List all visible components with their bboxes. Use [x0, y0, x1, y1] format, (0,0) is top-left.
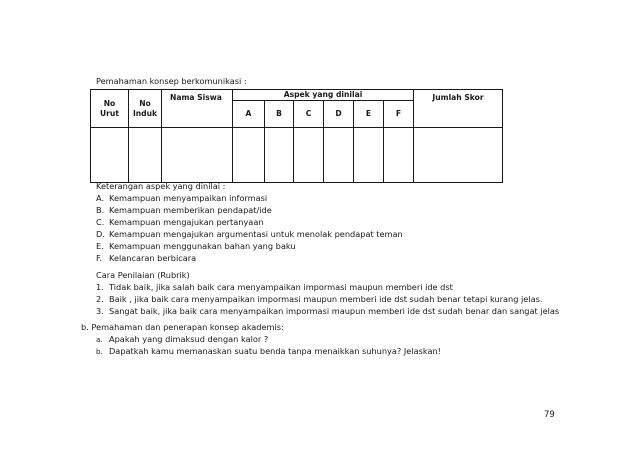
list-item: a. Apakah yang dimaksud dengan kalor ? [96, 334, 269, 344]
header-aspek-e: E [354, 101, 384, 128]
cell-b [265, 128, 294, 183]
list-item: 1. Tidak baik, jika salah baik cara menyampaikan impormasi maupun memberi ide dst [96, 282, 453, 292]
score-table [90, 89, 503, 183]
header-jumlah-skor: Jumlah Skor [414, 90, 503, 128]
rubrik-title: Cara Penilaian (Rubrik) [96, 270, 190, 280]
list-item: b. Dapatkah kamu memanaskan suatu benda tanpa menaikkan suhunya? Jelaskan! [96, 346, 441, 356]
cell-f [384, 128, 414, 183]
header-aspek-b: B [265, 101, 294, 128]
cell-a [233, 128, 265, 183]
header-aspek-a: A [233, 101, 265, 128]
cell-c [294, 128, 324, 183]
list-item: D. Kemampuan mengajukan argumentasi untuk menolak pendapat teman [96, 229, 403, 239]
list-item: 2. Baik , jika baik cara menyampaikan impormasi maupun memberi ide dst sudah benar tetapi kurang jelas. [96, 294, 543, 304]
header-no-induk: No Induk [129, 90, 162, 128]
table-row [91, 128, 503, 183]
list-item: C. Kemampuan mengajukan pertanyaan [96, 217, 264, 227]
header-aspek-f: F [384, 101, 414, 128]
list-item: E. Kemampuan menggunakan bahan yang baku [96, 241, 296, 251]
cell-nama [162, 128, 233, 183]
cell-jumlah [414, 128, 503, 183]
section-b-title: b. Pemahaman dan penerapan konsep akademis: [81, 322, 284, 332]
list-item: 3. Sangat baik, jika baik cara menyampaikan impormasi maupun memberi ide dst sudah benar dan sangat jelas [96, 306, 560, 316]
cell-e [354, 128, 384, 183]
page-number: 79 [544, 410, 555, 420]
cell-no-urut [91, 128, 129, 183]
header-no-urut: No Urut [91, 90, 129, 128]
list-item: B. Kemampuan memberikan pendapat/ide [96, 205, 272, 215]
section-heading: Pemahaman konsep berkomunikasi : [96, 76, 247, 86]
keterangan-title: Keterangan aspek yang dinilai : [96, 181, 226, 191]
header-aspek: Aspek yang dinilai [233, 90, 414, 101]
cell-d [324, 128, 354, 183]
list-item: A. Kemampuan menyampaikan informasi [96, 193, 268, 203]
header-aspek-d: D [324, 101, 354, 128]
header-nama-siswa: Nama Siswa [162, 90, 233, 128]
header-aspek-c: C [294, 101, 324, 128]
cell-no-induk [129, 128, 162, 183]
list-item: F. Kelancaran berbicara [96, 253, 197, 263]
